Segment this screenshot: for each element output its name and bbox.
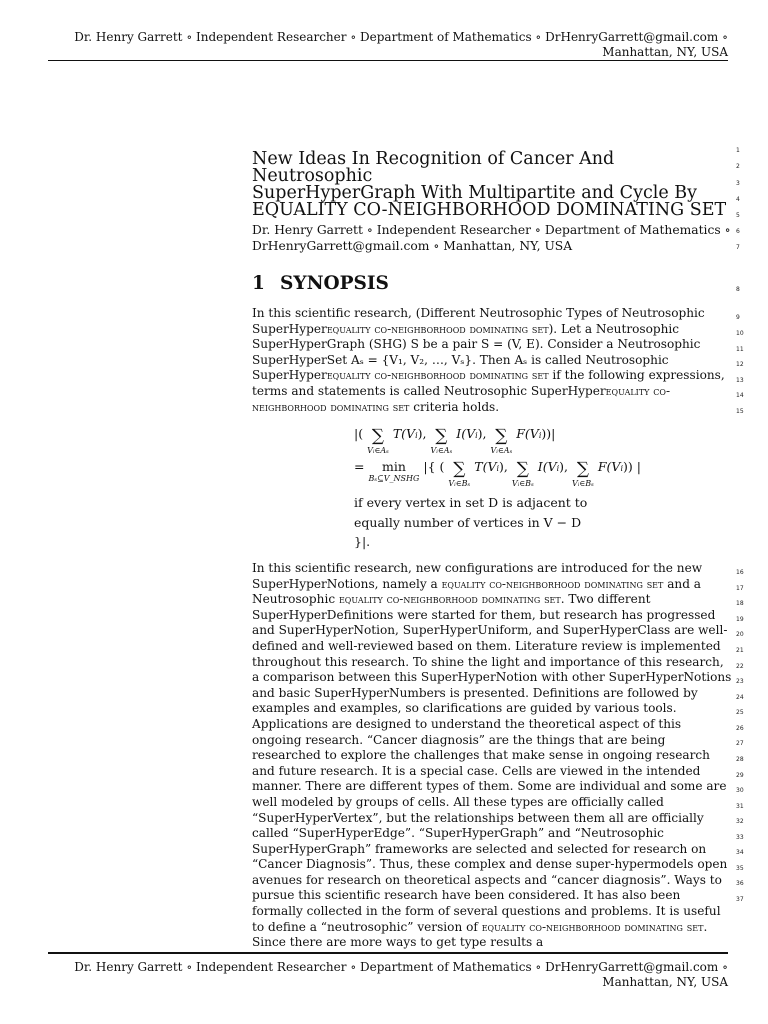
line-number: 21 (736, 647, 744, 654)
formula-open-2: |{ ( (423, 459, 445, 474)
p2-text-g: . Since there are more ways to get type results a (252, 919, 708, 950)
formula-I: I(V (456, 426, 476, 441)
line-number: 33 (736, 834, 744, 841)
line-number: 3 (736, 180, 740, 187)
p2-term-d: equality co-neighborhood dominating set (338, 592, 561, 607)
line-number: 10 (736, 330, 744, 337)
line-number: 29 (736, 772, 744, 779)
line-number: 14 (736, 392, 744, 399)
line-number: 5 (736, 212, 740, 219)
line-number: 35 (736, 865, 744, 872)
sum-I-B: ∑ Vᵢ∈Bₛ (511, 459, 534, 488)
sum-F-A: ∑ Vᵢ∈Aₛ (490, 426, 513, 455)
formula-line-1: |( ∑ Vᵢ∈Aₛ T(Vi), ∑ Vᵢ∈Aₛ I(Vi), ∑ Vᵢ∈Aₛ F(Vi))| (354, 426, 556, 455)
title-line-3: EQUALITY CO-NEIGHBORHOOD DOMINATING SET (252, 200, 727, 220)
p1-term-f: equality co-neighborhood dominating set (252, 383, 671, 414)
section-number: 1 (252, 273, 265, 294)
p1-text-a: In this scientific research, (Different Neutrosophic Types of Neutrosophic SuperHyper (252, 306, 705, 336)
line-number: 19 (736, 616, 744, 623)
formula-line-3: if every vertex in set D is adjacent to (354, 495, 588, 510)
line-number: 13 (736, 377, 744, 384)
p2-text-c: and a Neutrosophic (252, 576, 701, 607)
running-footer: Dr. Henry Garrett ∘ Independent Researcher ∘ Department of Mathematics ∘ DrHenryGarrett@gmail.com ∘ Manhattan, NY, USA (74, 960, 728, 989)
line-number: 11 (736, 346, 744, 353)
formula-equals: = (354, 459, 365, 474)
line-number: 18 (736, 600, 744, 607)
authors-line-1: Dr. Henry Garrett ∘ Independent Researcher ∘ Department of Mathematics ∘ (252, 223, 731, 237)
formula-line-2: = min Bₛ⊆V_NSHG |{ ( ∑ Vᵢ∈Bₛ T(Vi), ∑ Vᵢ∈Bₛ I(Vi), ∑ Vᵢ∈Bₛ F(Vi)) | (354, 459, 641, 488)
line-number: 28 (736, 756, 744, 763)
line-number: 24 (736, 694, 744, 701)
title-line-1: New Ideas In Recognition of Cancer And Neutrosophic (252, 149, 615, 186)
formula-close-1: ))| (541, 426, 556, 441)
line-number: 26 (736, 725, 744, 732)
sum-T-A: ∑ Vᵢ∈Aₛ (367, 426, 389, 455)
line-number: 9 (736, 314, 740, 321)
min-operator: min Bₛ⊆V_NSHG (368, 459, 420, 483)
formula-line-4: equally number of vertices in V − D (354, 515, 582, 530)
running-header: Dr. Henry Garrett ∘ Independent Researcher ∘ Department of Mathematics ∘ DrHenryGarrett@gmail.com ∘ Manhattan, NY, USA (74, 30, 728, 59)
line-number: 15 (736, 408, 744, 415)
line-number: 36 (736, 880, 744, 887)
formula-open-1: |( (354, 426, 364, 441)
p1-text-c: ). Let a Neutrosophic SuperHyperGraph (SHG) S be a pair S = (V, E). Consider a Neutrosophic SuperHyperSet Aₛ = {V₁, V₂, …, Vₛ}. Then Aₛ is called Neutrosophic SuperHyper (252, 321, 701, 383)
paper-title (252, 151, 732, 219)
authors-line-2: DrHenryGarrett@gmail.com ∘ Manhattan, NY, USA (252, 239, 573, 253)
author-block (252, 222, 732, 254)
section-heading (252, 274, 552, 294)
line-number: 30 (736, 787, 744, 794)
p2-term-b: equality co-neighborhood dominating set (441, 576, 664, 591)
line-number: 37 (736, 896, 744, 903)
line-number: 22 (736, 663, 744, 670)
line-number: 31 (736, 803, 744, 810)
line-number: 32 (736, 818, 744, 825)
p1-term-b: equality co-neighborhood dominating set (326, 321, 549, 336)
synopsis-paragraph-1 (252, 306, 732, 415)
synopsis-paragraph-2 (252, 561, 732, 951)
line-number: 34 (736, 849, 744, 856)
line-number: 23 (736, 678, 744, 685)
formula-F: F(V (516, 426, 539, 441)
p1-text-e: if the following expressions, terms and statements is called Neutrosophic SuperHyper (252, 368, 725, 398)
sum-T-B: ∑ Vᵢ∈Bₛ (448, 459, 471, 488)
line-number: 25 (736, 709, 744, 716)
title-line-2: SuperHyperGraph With Multipartite and Cycle By (252, 183, 698, 203)
line-number: 1 (736, 147, 740, 154)
line-number: 8 (736, 286, 740, 293)
line-number: 27 (736, 740, 744, 747)
line-number: 4 (736, 196, 740, 203)
formula-T: T(V (392, 426, 416, 441)
line-number: 20 (736, 631, 744, 638)
sum-F-B: ∑ Vᵢ∈Bₛ (571, 459, 594, 488)
header-rule (48, 60, 728, 61)
p2-text-e: . Two different SuperHyperDefinitions were started for them, but research has progressed and SuperHyperNotion, SuperHyperUniform, and SuperHyperClass are well-defined and well-reviewed based on them. Literature review is implemented throughout this research. To shine the light and importance of this research, a comparison between this SuperHyperNotion with other SuperHyperNotions and basic SuperHyperNumbers is presented. Definitions are followed by examples and examples, so clarifications are guided by various tools. Applications are designed to understand the theoretical aspect of this ongoing research. “Cancer diagnosis” are the things that are being researched to explore the challenges that make sense in ongoing research and future research. It is a special case. Cells are viewed in the intended manner. There are different types of them. Some are individual and some are well modeled by groups of cells. All these types are officially called “SuperHyperVertex”, but the relationships between them all are officially called “SuperHyperEdge”. “SuperHyperGraph” and “Neutrosophic SuperHyperGraph” frameworks are selected and selected for research on “Cancer Diagnosis”. Thus, these complex and dense super-hypermodels open avenues for research on theoretical aspects and “cancer diagnosis”. Ways to pursue this scientific research have been considered. It has also been formally collected in the form of several questions and problems. It is useful to define a “neutrosophic” version of (252, 592, 732, 934)
line-number: 6 (736, 228, 740, 235)
line-number: 2 (736, 163, 740, 170)
p2-term-f: equality co-neighborhood dominating set (481, 919, 704, 934)
p2-text-a: In this scientific research, new configurations are introduced for the new SuperHyperNotions, namely a (252, 561, 703, 591)
section-title: SYNOPSIS (280, 273, 389, 294)
formula-close-2: )) | (623, 459, 641, 474)
line-number: 7 (736, 244, 740, 251)
p1-text-g: criteria holds. (409, 399, 500, 414)
line-number: 12 (736, 361, 744, 368)
line-number: 16 (736, 569, 744, 576)
footer-rule (48, 952, 728, 954)
formula-line-5: }|. (354, 534, 371, 549)
p1-term-d: equality co-neighborhood dominating set (326, 368, 549, 383)
line-number: 17 (736, 585, 744, 592)
sum-I-A: ∑ Vᵢ∈Aₛ (430, 426, 453, 455)
